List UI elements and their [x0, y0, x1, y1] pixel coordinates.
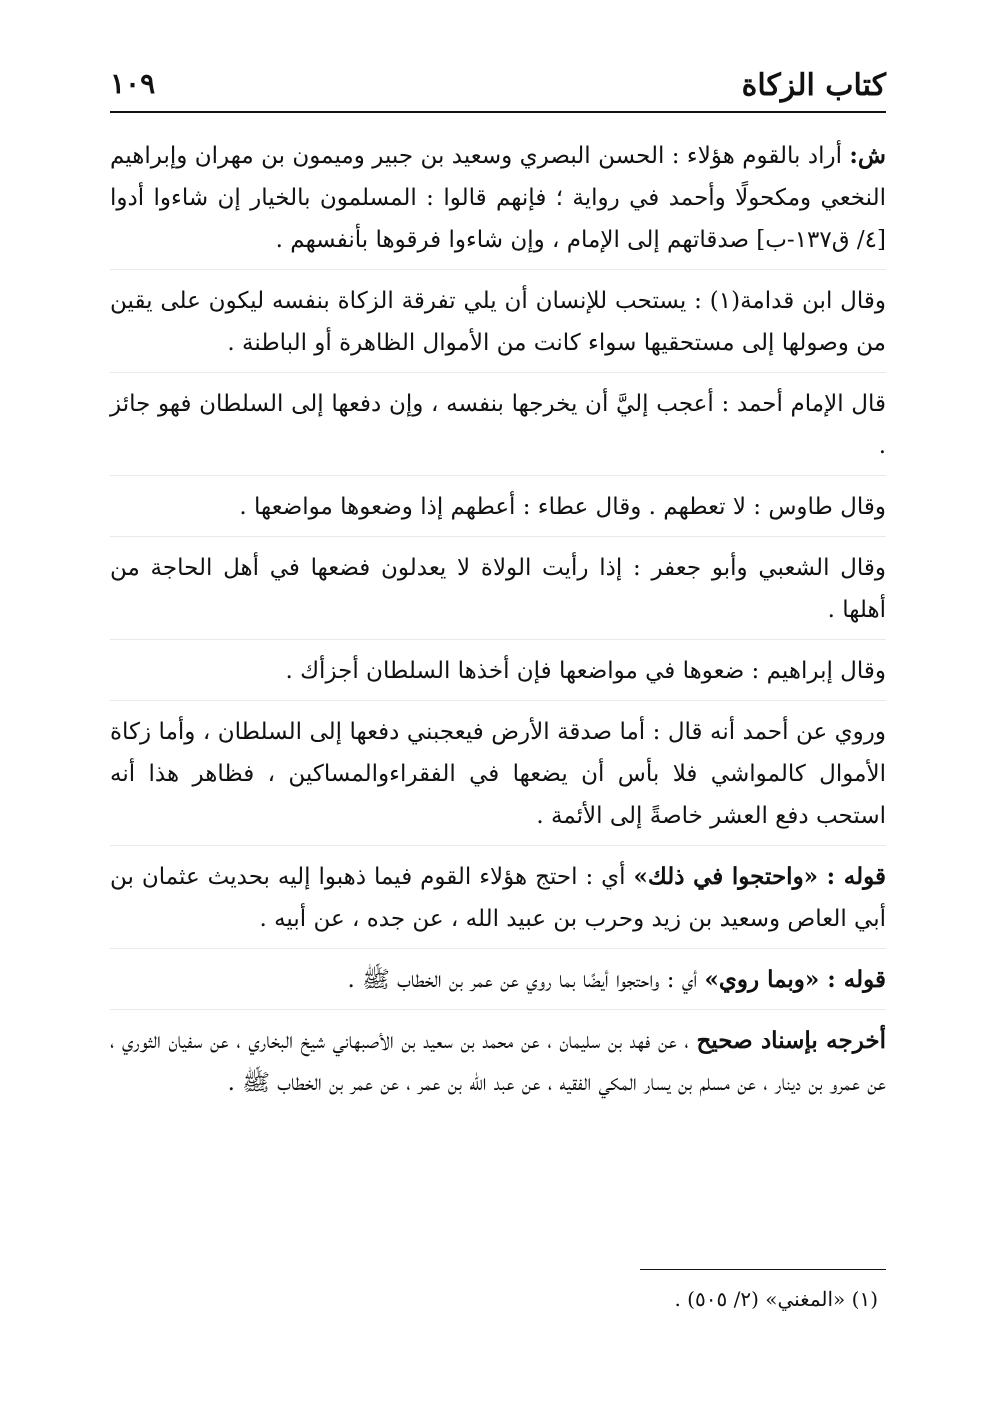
paragraph: [110, 711, 886, 846]
paragraph-text: أي : واحتجوا أيضًا بما روي عن عمر بن الخطاب ﷺ .: [347, 967, 705, 993]
footnote-divider: [640, 1269, 886, 1270]
paragraph: [110, 280, 886, 373]
paragraph-text: وقال إبراهيم : ضعوها في مواضعها فإن أخذها السلطان أجزأك .: [285, 658, 886, 684]
paragraph-text: أراد بالقوم هؤلاء : الحسن البصري وسعيد بن جبير وميمون بن مهران وإبراهيم النخعي ومكحولًا وأحمد في رواية ؛ فإنهم قالوا : المسلمون بالخيار إن شاءوا أدوا [٤/ ق١٣٧-ب] صدقاتهم إلى الإمام ، وإن شاءوا فرقوها بأنفسهم .: [110, 143, 886, 253]
paragraph: [110, 856, 886, 949]
paragraph-text: وقال طاوس : لا تعطهم . وقال عطاء : أعطهم إذا وضعوها مواضعها .: [239, 494, 886, 520]
paragraph-lead: ش:: [849, 142, 886, 169]
running-title: كتاب الزكاة: [741, 68, 886, 103]
paragraph: [110, 486, 886, 537]
paragraph-text: ، عن فهد بن سليمان ، عن محمد بن سعيد بن الأصبهاني شيخ البخاري ، عن سفيان الثوري ، عن عمرو بن دينار ، عن مسلم بن يسار المكي الفقيه ، عن عبد الله بن عمر ، عن عمر بن الخطاب ﷺ .: [110, 1028, 886, 1096]
main-text: [110, 135, 886, 1122]
page-number: ١٠٩: [110, 67, 156, 100]
paragraph-text: وروي عن أحمد أنه قال : أما صدقة الأرض فيعجبني دفعها إلى السلطان ، وأما زكاة الأموال كالمواشي فلا بأس أن يضعها في الفقراءوالمساكين ، فظاهر هذا أنه استحب دفع العشر خاصةً إلى الأئمة .: [110, 719, 886, 829]
paragraph-lead: أخرجه بإسناد صحيح: [696, 1027, 886, 1054]
paragraph: [110, 1020, 886, 1112]
paragraph: [110, 650, 886, 701]
paragraph: [110, 959, 886, 1010]
paragraph-text: وقال ابن قدامة(١) : يستحب للإنسان أن يلي تفرقة الزكاة بنفسه ليكون على يقين من وصولها إلى مستحقيها سواء كانت من الأموال الظاهرة أو الباطنة .: [110, 288, 887, 356]
paragraph-lead: قوله : «واحتجوا في ذلك»: [633, 863, 887, 890]
footnote: (١) «المغني» (٢/ ٥٠٥) .: [674, 1287, 878, 1311]
paragraph: [110, 547, 886, 640]
paragraph: [110, 135, 886, 270]
page-header: [110, 55, 886, 113]
paragraph-text: أي : احتج هؤلاء القوم فيما ذهبوا إليه بحديث عثمان بن أبي العاص وسعيد بن زيد وحرب بن عبيد الله ، عن جده ، عن أبيه .: [110, 864, 886, 932]
paragraph-text: قال الإمام أحمد : أعجب إليَّ أن يخرجها بنفسه ، وإن دفعها إلى السلطان فهو جائز .: [110, 391, 886, 459]
paragraph-lead: قوله : «وبما روي»: [704, 966, 886, 993]
paragraph: [110, 383, 886, 476]
book-page: [110, 55, 886, 1385]
paragraph-text: وقال الشعبي وأبو جعفر : إذا رأيت الولاة لا يعدلون فضعها في أهل الحاجة من أهلها .: [110, 555, 886, 623]
